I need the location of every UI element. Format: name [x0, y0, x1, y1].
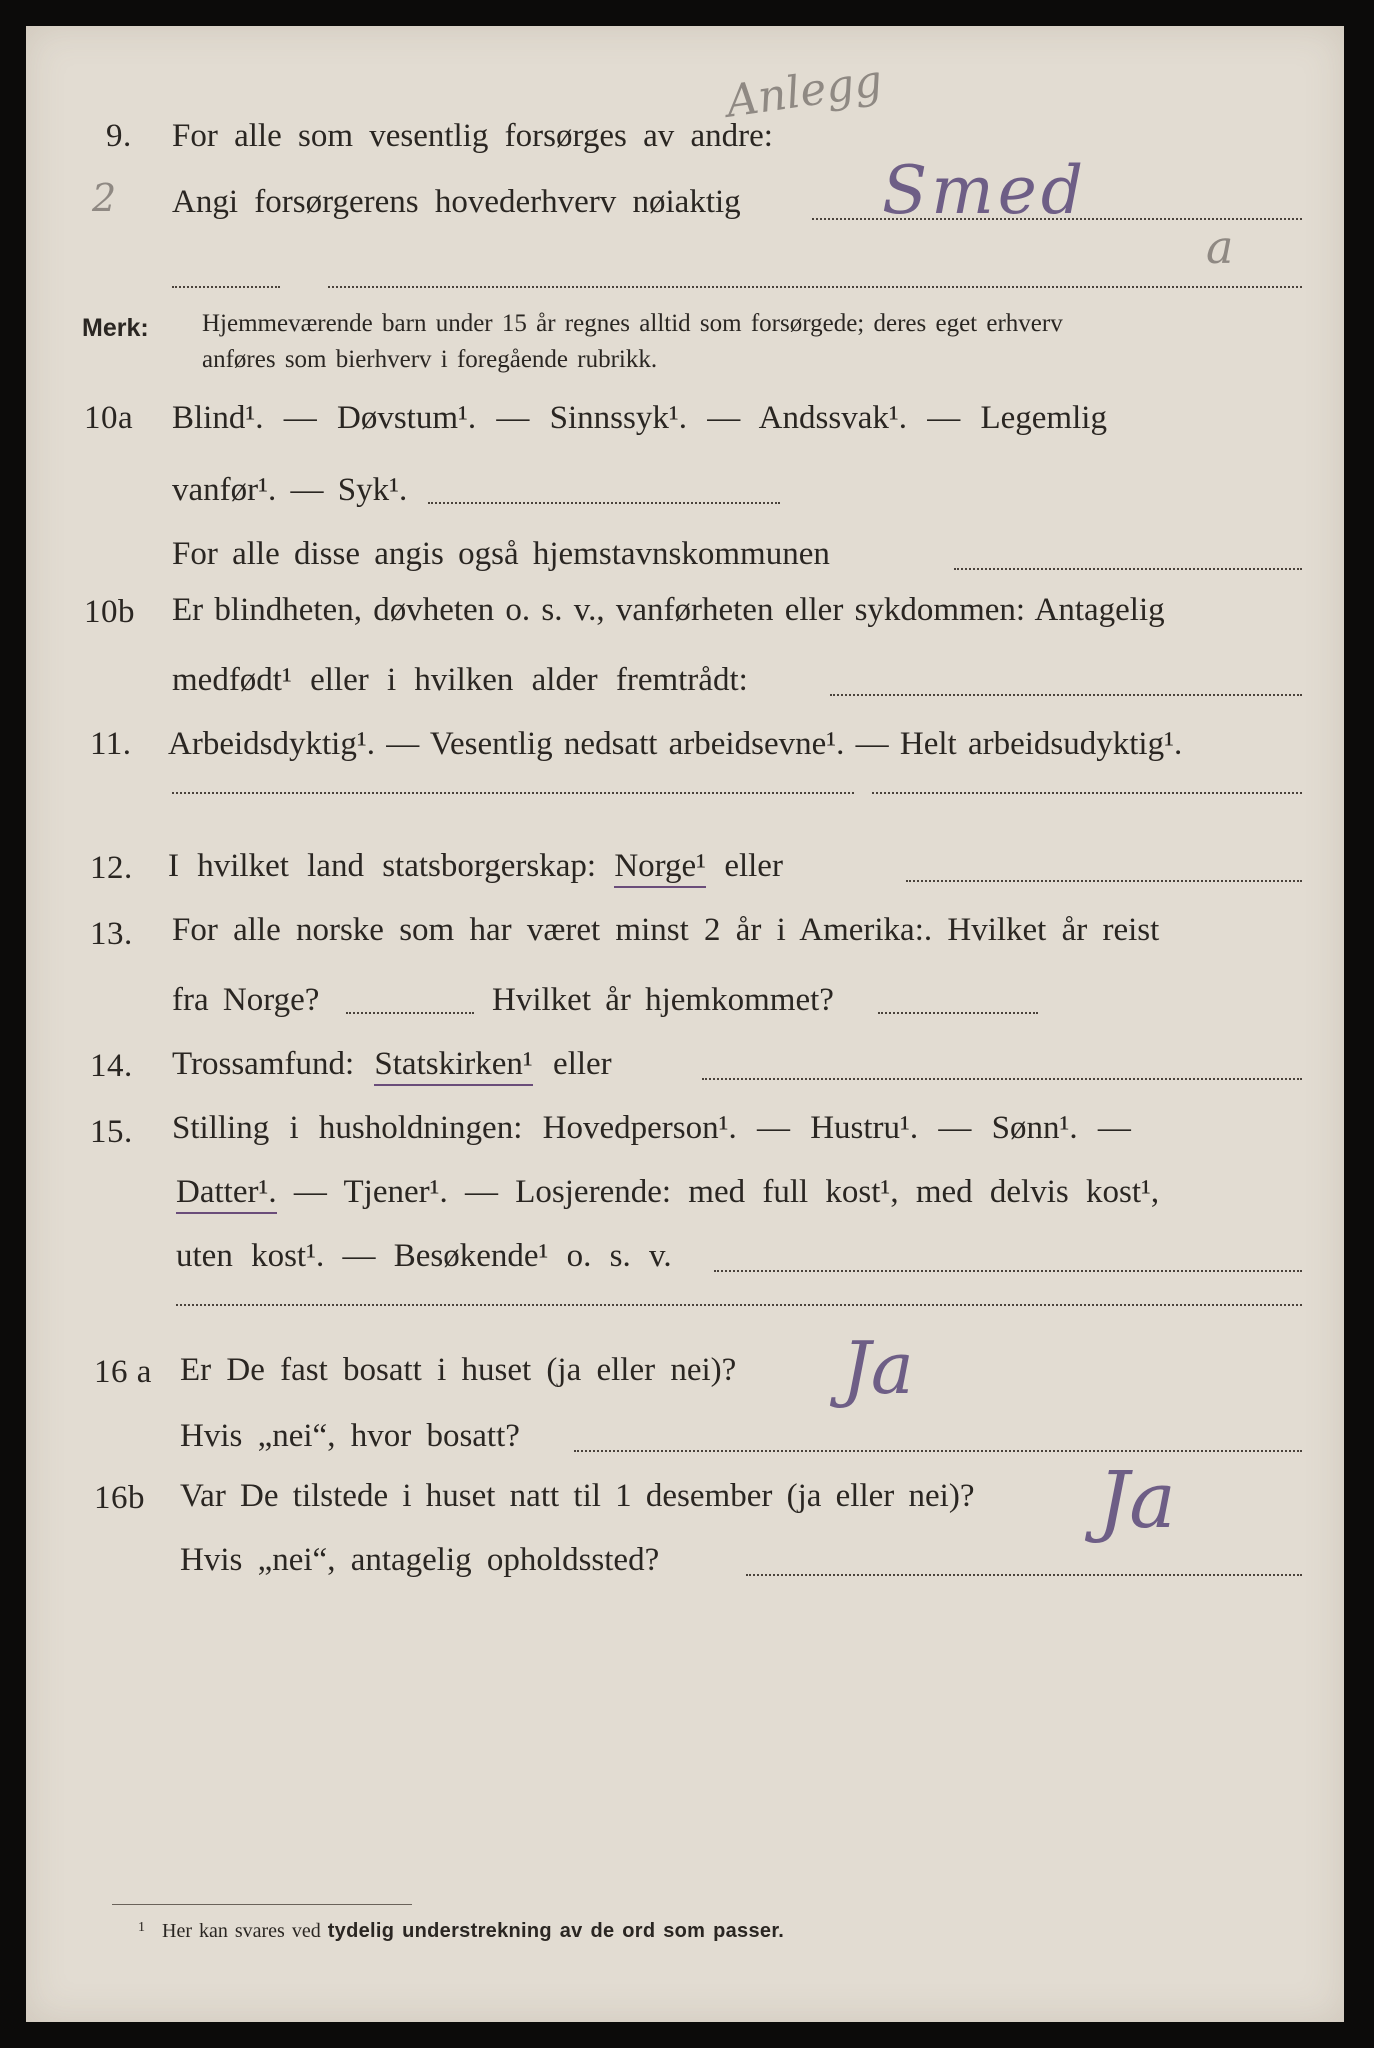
question-14-answer-line — [702, 1078, 1302, 1080]
question-16b-number: 16b — [94, 1480, 145, 1516]
question-16a-handwritten-answer: Ja — [842, 1326, 914, 1410]
question-12-number: 12. — [90, 850, 133, 886]
note-label: Merk: — [82, 314, 149, 342]
question-14-number: 14. — [90, 1048, 133, 1084]
question-15-line3: uten kost¹. — Besøkende¹ o. s. v. — [176, 1238, 672, 1274]
question-15-line2-rest: — Tjener¹. — Losjerende: med full kost¹, med delvis kost¹, — [293, 1174, 1160, 1210]
footnote-mark: 1 — [138, 1920, 145, 1935]
question-11-answer-line-1 — [172, 792, 854, 794]
question-16b-answer-line — [746, 1574, 1302, 1576]
question-10a-line2: vanfør¹. — Syk¹. — [172, 472, 408, 508]
question-15-selected-daughter: Datter¹. — [176, 1174, 277, 1214]
question-9-line2: Angi forsørgerens hovederhverv nøiaktig — [172, 184, 741, 220]
question-15-number: 15. — [90, 1114, 133, 1150]
question-15-answer-line — [714, 1270, 1302, 1272]
question-10b-number: 10b — [84, 594, 135, 630]
footnote — [138, 1920, 784, 1943]
question-10b-line1: Er blindheten, døvheten o. s. v., vanførheten eller sykdommen: Antagelig — [172, 592, 1165, 628]
question-10a-sick-line — [428, 502, 780, 504]
pencil-margin-number: 2 — [92, 176, 117, 220]
question-12-selected-norway: Norge¹ — [614, 848, 706, 888]
footnote-text: Her kan svares ved — [162, 1920, 321, 1942]
question-16b-line2: Hvis „nei“, antagelig opholdssted? — [180, 1542, 660, 1578]
question-9-extra-line-1 — [172, 286, 280, 288]
question-16a-line1: Er De fast bosatt i huset (ja eller nei)? — [180, 1352, 737, 1388]
question-13-departure-line — [346, 1012, 474, 1014]
question-13-return-line — [878, 1012, 1038, 1014]
question-11-number: 11. — [90, 726, 132, 762]
question-12-text: I hvilket land statsborgerskap: — [168, 848, 597, 884]
question-10a-line1: Blind¹. — Døvstum¹. — Sinnssyk¹. — Andssvak¹. — Legemlig — [172, 400, 1107, 436]
question-15-extra-line — [176, 1304, 1302, 1306]
question-10a-line3: For alle disse angis også hjemstavnskommunen — [172, 536, 830, 572]
question-10a-number: 10a — [84, 400, 134, 436]
question-16b-line1: Var De tilstede i huset natt til 1 desember (ja eller nei)? — [180, 1478, 975, 1514]
question-14-line — [172, 1046, 612, 1083]
question-9-line1: For alle som vesentlig forsørges av andre: — [172, 118, 773, 154]
question-14-selected-state-church: Statskirken¹ — [374, 1046, 532, 1086]
question-12-or: eller — [724, 848, 783, 884]
question-11-line1: Arbeidsdyktig¹. — Vesentlig nedsatt arbeidsevne¹. — Helt arbeidsudyktig¹. — [168, 726, 1183, 762]
question-16a-line2: Hvis „nei“, hvor bosatt? — [180, 1418, 520, 1454]
question-13-line2b: Hvilket år hjemkommet? — [492, 982, 834, 1018]
question-9-number: 9. — [106, 118, 132, 154]
question-16b-handwritten-answer: Ja — [1098, 1456, 1176, 1546]
footnote-rule — [112, 1904, 412, 1905]
question-16a-number: 16 a — [94, 1354, 152, 1390]
question-10b-line2: medfødt¹ eller i hvilken alder fremtrådt: — [172, 662, 748, 698]
form-page — [26, 26, 1344, 2022]
question-13-number: 13. — [90, 916, 133, 952]
question-13-line2a: fra Norge? — [172, 982, 320, 1018]
pencil-mark-a: a — [1206, 220, 1234, 274]
question-14-text: Trossamfund: — [172, 1046, 355, 1082]
question-11-answer-line-2 — [872, 792, 1302, 794]
question-9-handwritten-answer: Smed — [882, 152, 1088, 229]
note-line2: anføres som bierhverv i foregående rubrikk. — [202, 346, 658, 373]
question-15-line2 — [176, 1174, 1159, 1211]
question-9-extra-line-2 — [328, 286, 1302, 288]
question-12-line — [168, 848, 783, 885]
question-16a-answer-line — [574, 1450, 1302, 1452]
question-10a-municipality-line — [954, 568, 1302, 570]
note-line1: Hjemmeværende barn under 15 år regnes alltid som forsørgede; deres eget erhverv — [202, 310, 1063, 337]
footnote-bold-text: tydelig understrekning av de ord som passer. — [327, 1920, 785, 1942]
pencil-note-top: Anlegg — [723, 55, 886, 128]
question-10b-answer-line — [830, 694, 1302, 696]
question-13-line1: For alle norske som har været minst 2 år i Amerika:. Hvilket år reist — [172, 912, 1160, 948]
question-15-line1: Stilling i husholdningen: Hovedperson¹. — Hustru¹. — Sønn¹. — — [172, 1110, 1131, 1146]
question-12-answer-line — [906, 880, 1302, 882]
question-14-or: eller — [553, 1046, 612, 1082]
